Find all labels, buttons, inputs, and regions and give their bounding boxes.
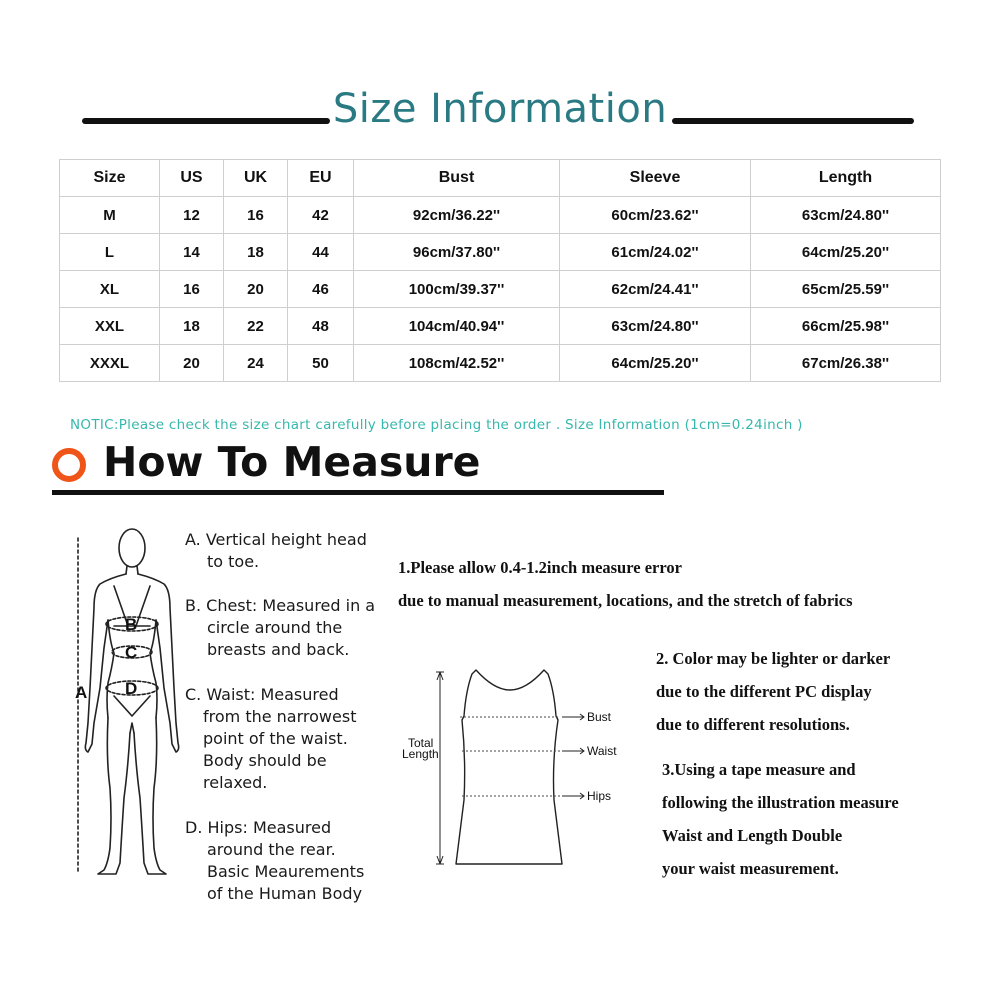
cell-bust: 92cm/36.22'' (354, 197, 560, 234)
cell-size: XXXL (60, 345, 160, 382)
waist-label: Waist (587, 744, 617, 758)
cell-eu: 46 (288, 271, 354, 308)
cell-eu: 48 (288, 308, 354, 345)
note-3-line-2: following the illustration measure (662, 793, 899, 812)
bust-label: Bust (587, 710, 612, 724)
table-row (60, 308, 941, 345)
cell-us: 12 (160, 197, 224, 234)
letter-c: C (125, 643, 138, 662)
note-1-line-2: due to manual measurement, locations, and the stretch of fabrics (398, 591, 853, 610)
cell-us: 20 (160, 345, 224, 382)
dress-icon (398, 660, 638, 870)
cell-size: L (60, 234, 160, 271)
cell-length: 67cm/26.38'' (751, 345, 941, 382)
cell-eu: 50 (288, 345, 354, 382)
cell-sleeve: 60cm/23.62'' (560, 197, 751, 234)
cell-bust: 104cm/40.94'' (354, 308, 560, 345)
cell-length: 66cm/25.98'' (751, 308, 941, 345)
measure-b-text: B. Chest: Measured in a circle around the breasts and back. (185, 596, 376, 659)
note-1-line-1: 1.Please allow 0.4-1.2inch measure error (398, 558, 682, 577)
cell-us: 14 (160, 234, 224, 271)
bullet-circle-icon (52, 448, 86, 482)
hips-label: Hips (587, 789, 612, 803)
note-2-line-1: 2. Color may be lighter or darker (656, 649, 891, 668)
cell-size: XL (60, 271, 160, 308)
cell-uk: 16 (224, 197, 288, 234)
cell-bust: 108cm/42.52'' (354, 345, 560, 382)
letter-d: D (125, 679, 138, 698)
cell-length: 64cm/25.20'' (751, 234, 941, 271)
size-table (59, 159, 941, 382)
note-3-line-4: your waist measurement. (662, 859, 839, 878)
header-size: Size (60, 160, 160, 197)
header-eu: EU (288, 160, 354, 197)
table-row (60, 271, 941, 308)
table-row (60, 197, 941, 234)
cell-sleeve: 62cm/24.41'' (560, 271, 751, 308)
cell-sleeve: 63cm/24.80'' (560, 308, 751, 345)
note-3-line-1: 3.Using a tape measure and (662, 760, 856, 779)
table-row (60, 345, 941, 382)
cell-us: 18 (160, 308, 224, 345)
cell-eu: 42 (288, 197, 354, 234)
cell-bust: 100cm/39.37'' (354, 271, 560, 308)
cell-size: M (60, 197, 160, 234)
how-to-measure-rule (52, 490, 664, 495)
header-bust: Bust (354, 160, 560, 197)
cell-size: XXL (60, 308, 160, 345)
header-uk: UK (224, 160, 288, 197)
header-sleeve: Sleeve (560, 160, 751, 197)
letter-a: A (75, 683, 88, 702)
letter-b: B (125, 615, 138, 634)
measure-d-text: D. Hips: Measured around the rear. Basic Meaurements of the Human Body (185, 818, 365, 903)
measure-c-text: C. Waist: Measured from the narrowest point of the waist. Body should be relaxed. (185, 685, 357, 792)
cell-sleeve: 64cm/25.20'' (560, 345, 751, 382)
table-row (60, 234, 941, 271)
cell-length: 65cm/25.59'' (751, 271, 941, 308)
note-2-line-2: due to the different PC display (656, 682, 872, 701)
total-label-line-2: Length (402, 747, 439, 761)
measure-a-text: A. Vertical height head to toe. (185, 530, 367, 571)
cell-sleeve: 61cm/24.02'' (560, 234, 751, 271)
cell-uk: 20 (224, 271, 288, 308)
note-3-line-3: Waist and Length Double (662, 826, 843, 845)
size-notice: NOTIC:Please check the size chart carefully before placing the order . Size Information (1cm=0.24inch ) (70, 417, 803, 433)
note-2-line-3: due to different resolutions. (656, 715, 850, 734)
cell-bust: 96cm/37.80'' (354, 234, 560, 271)
header-length: Length (751, 160, 941, 197)
total-label-line-1: Total (408, 736, 434, 750)
size-information-title: Size Information (332, 86, 668, 132)
cell-length: 63cm/24.80'' (751, 197, 941, 234)
cell-us: 16 (160, 271, 224, 308)
header-us: US (160, 160, 224, 197)
table-header-row (60, 160, 941, 197)
cell-uk: 24 (224, 345, 288, 382)
how-to-measure-title: How To Measure (103, 438, 481, 486)
cell-uk: 18 (224, 234, 288, 271)
cell-uk: 22 (224, 308, 288, 345)
cell-eu: 44 (288, 234, 354, 271)
human-body-icon (70, 518, 190, 898)
